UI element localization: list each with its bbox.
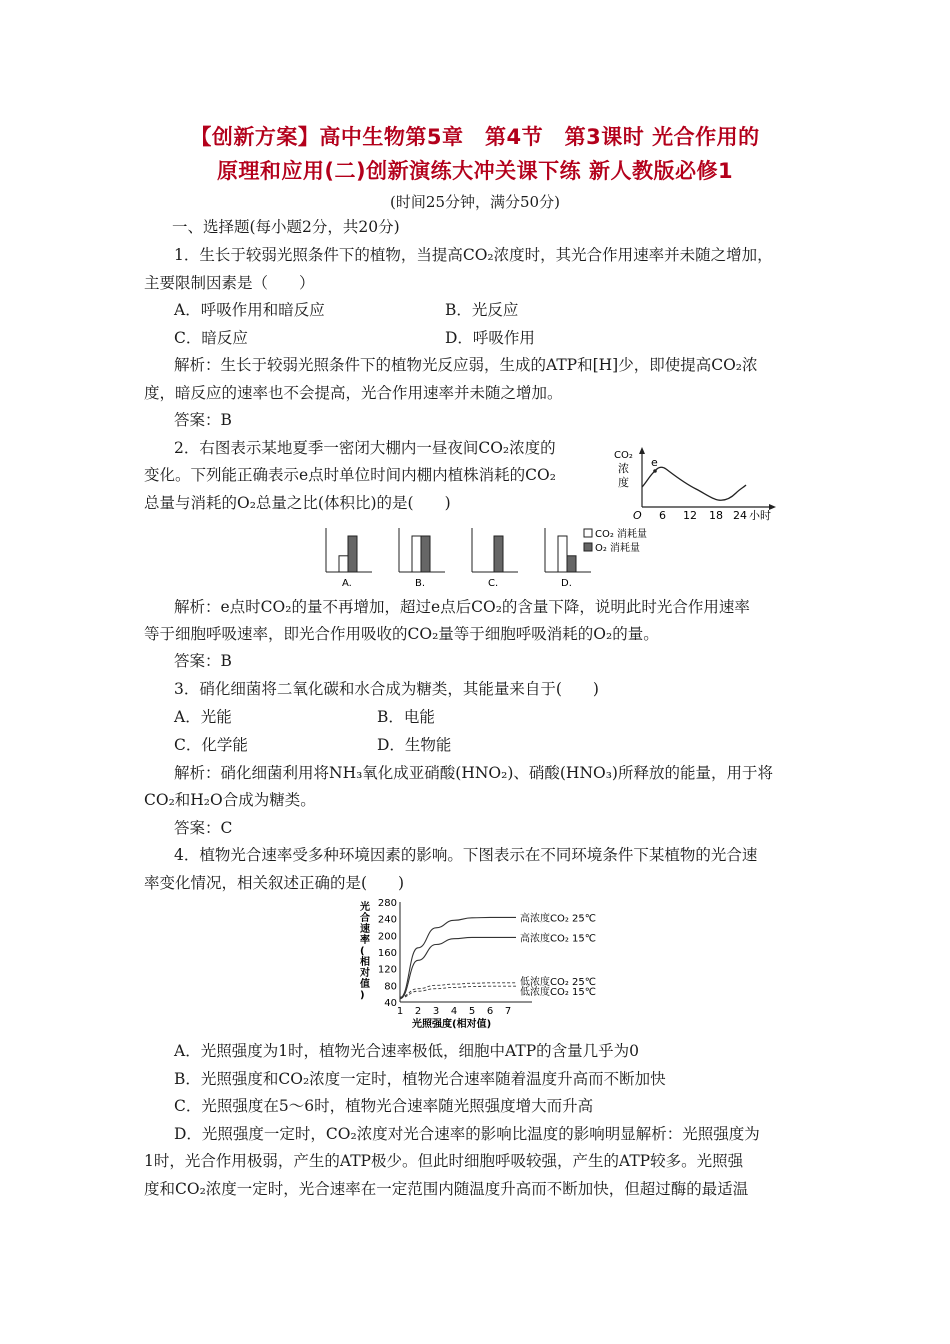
bar-option-label: D. bbox=[561, 578, 572, 589]
tick-18: 18 bbox=[709, 509, 723, 522]
title-line-1: 【创新方案】高中生物第5章 第4节 第3课时 光合作用的 bbox=[190, 125, 760, 149]
chart-ylabel bbox=[360, 900, 370, 1001]
chart-xtick-label: 3 bbox=[432, 1006, 440, 1017]
q4-explanation-3: 度和CO₂浓度一定时，光合速率在一定范围内随温度升高而不断加快，但超过酶的最适温 bbox=[144, 1180, 749, 1198]
chart-ylabel-char: ) bbox=[360, 990, 365, 1001]
point-e-marker bbox=[653, 469, 657, 473]
title-line-2: 原理和应用(二)创新演练大冲关课下练 新人教版必修1 bbox=[216, 159, 734, 183]
q2-stem-3: 总量与消耗的O₂总量之比(体积比)的是( ) bbox=[144, 494, 451, 512]
chart-ytick-label: 120 bbox=[377, 964, 397, 976]
legend-co2-swatch bbox=[584, 529, 592, 537]
bar-co2 bbox=[412, 536, 421, 572]
chart-xlabel: 光照强度(相对值) bbox=[412, 1019, 492, 1030]
q3-explanation-2: CO₂和H₂O合成为糖类。 bbox=[144, 791, 316, 809]
bar-o2 bbox=[567, 556, 576, 572]
chart-ytick-label: 280 bbox=[377, 898, 397, 909]
q4-stem-1: 4．植物光合速率受多种环境因素的影响。下图表示在不同环境条件下某植物的光合速 bbox=[174, 846, 758, 864]
legend-o2-label: O₂ 消耗量 bbox=[595, 543, 641, 554]
legend-o2-swatch bbox=[584, 543, 592, 551]
chart-ylabel-char: 相 bbox=[360, 957, 370, 968]
curve-y-arrow bbox=[639, 447, 645, 454]
chart-xtick-label: 2 bbox=[414, 1006, 422, 1017]
chart-xtick-label: 6 bbox=[486, 1006, 494, 1017]
chart-xtick-label: 7 bbox=[504, 1006, 512, 1017]
q4-option-d: D．光照强度一定时，CO₂浓度对光合速率的影响比温度的影响明显解析：光照强度为 bbox=[174, 1125, 760, 1143]
q4-explanation-2: 1时，光合作用极弱，产生的ATP极少。但此时细胞呼吸较强，产生的ATP较多。光照强 bbox=[144, 1152, 744, 1170]
bar-option-label: C. bbox=[488, 578, 499, 589]
q2-stem-1: 2．右图表示某地夏季一密闭大棚内一昼夜间CO₂浓度的 bbox=[174, 439, 556, 457]
subtitle: (时间25分钟，满分50分) bbox=[390, 193, 560, 211]
chart-ylabel-char: 值 bbox=[360, 979, 370, 990]
q2-explanation-2: 等于细胞呼吸速率，即光合作用吸收的CO₂量等于细胞呼吸消耗的O₂的量。 bbox=[144, 625, 659, 643]
co2-curve-line bbox=[642, 467, 746, 500]
legend-co2-label: CO₂ 消耗量 bbox=[595, 529, 648, 540]
q1-option-c: C．暗反应 bbox=[174, 329, 248, 347]
bar-option-label: A. bbox=[342, 578, 352, 589]
curve-ylabel-1: CO₂ bbox=[614, 450, 633, 461]
chart-ylabel-char: 速 bbox=[360, 924, 370, 935]
curve-ylabel-2: 浓 bbox=[618, 462, 629, 475]
chart-legend-label: 低浓度CO₂ 25℃ bbox=[520, 976, 596, 988]
chart-ytick-label: 80 bbox=[384, 981, 397, 993]
q2-stem-2: 变化。下列能正确表示e点时单位时间内棚内植株消耗的CO₂ bbox=[144, 466, 556, 484]
chart-series-line bbox=[400, 986, 516, 998]
q1-option-d: D．呼吸作用 bbox=[445, 329, 535, 347]
q4-option-c: C．光照强度在5～6时，植物光合速率随光照强度增大而升高 bbox=[174, 1097, 594, 1115]
tick-12: 12 bbox=[683, 509, 697, 522]
q3-explanation-1: 解析：硝化细菌利用将NH₃氧化成亚硝酸(HNO₂)、硝酸(HNO₃)所释放的能量，用于将 bbox=[174, 764, 773, 782]
chart-ytick-label: 160 bbox=[377, 948, 397, 959]
q3-option-c: C．化学能 bbox=[174, 736, 248, 754]
chart-xtick-label: 1 bbox=[396, 1006, 404, 1017]
q4-option-a: A．光照强度为1时，植物光合速率极低，细胞中ATP的含量几乎为0 bbox=[174, 1042, 640, 1060]
chart-series-line bbox=[400, 983, 516, 997]
q2-answer: 答案：B bbox=[174, 652, 232, 670]
bar-o2 bbox=[348, 536, 357, 572]
q1-option-b: B．光反应 bbox=[445, 301, 519, 319]
tick-24: 24 bbox=[733, 509, 747, 522]
photosynthesis-rate-chart bbox=[360, 896, 630, 1034]
q4-stem-2: 率变化情况，相关叙述正确的是( ) bbox=[144, 874, 405, 892]
chart-ylabel-char: 对 bbox=[360, 968, 370, 979]
q1-explanation-1: 解析：生长于较弱光照条件下的植物光反应弱，生成的ATP和[H]少，即使提高CO₂浓 bbox=[174, 356, 758, 374]
q3-option-b: B．电能 bbox=[377, 708, 435, 726]
q2-explanation-1: 解析：e点时CO₂的量不再增加，超过e点后CO₂的含量下降，说明此时光合作用速率 bbox=[174, 598, 750, 616]
origin-label: O bbox=[633, 509, 642, 522]
q4-option-b: B．光照强度和CO₂浓度一定时，植物光合速率随着温度升高而不断加快 bbox=[174, 1070, 666, 1088]
chart-xtick-label: 5 bbox=[468, 1006, 476, 1017]
point-e-label: e bbox=[651, 456, 658, 469]
chart-ylabel-char: 光 bbox=[360, 902, 370, 913]
chart-xtick-label: 4 bbox=[450, 1006, 458, 1017]
chart-ytick-label: 240 bbox=[377, 914, 397, 926]
bar-option-label: B. bbox=[415, 578, 426, 589]
chart-legend-label: 高浓度CO₂ 25℃ bbox=[520, 913, 596, 925]
bar-options-figure bbox=[316, 524, 676, 590]
bar-co2 bbox=[339, 556, 348, 572]
q3-answer: 答案：C bbox=[174, 819, 233, 837]
chart-legend-label: 高浓度CO₂ 15℃ bbox=[520, 933, 596, 945]
tick-6: 6 bbox=[659, 509, 666, 522]
chart-ylabel-char: ( bbox=[360, 946, 365, 957]
chart-series-line bbox=[400, 937, 516, 998]
q1-stem-2: 主要限制因素是（ ） bbox=[144, 274, 315, 292]
q3-option-a: A．光能 bbox=[174, 708, 232, 726]
chart-ytick-label: 40 bbox=[384, 998, 397, 1009]
q1-explanation-2: 度，暗反应的速率也不会提高，光合作用速率并未随之增加。 bbox=[144, 384, 563, 402]
chart-ylabel-char: 合 bbox=[360, 913, 370, 924]
bar-o2 bbox=[494, 536, 503, 572]
q3-option-d: D．生物能 bbox=[377, 736, 452, 754]
chart-legend-label: 低浓度CO₂ 15℃ bbox=[520, 987, 596, 999]
curve-ylabel-3: 度 bbox=[618, 476, 629, 489]
section-heading: 一、选择题(每小题2分，共20分) bbox=[172, 218, 400, 236]
q1-stem-1: 1．生长于较弱光照条件下的植物，当提高CO₂浓度时，其光合作用速率并未随之增加， bbox=[174, 246, 773, 264]
unit-label: 小时 bbox=[749, 509, 771, 522]
q1-option-a: A．呼吸作用和暗反应 bbox=[174, 301, 325, 319]
bar-o2 bbox=[421, 536, 430, 572]
chart-ylabel-char: 率 bbox=[360, 935, 370, 946]
q3-stem: 3．硝化细菌将二氧化碳和水合成为糖类，其能量来自于( ) bbox=[174, 680, 599, 698]
q1-answer: 答案：B bbox=[174, 411, 232, 429]
bar-co2 bbox=[558, 536, 567, 572]
co2-curve-figure bbox=[612, 445, 782, 525]
chart-ytick-label: 200 bbox=[377, 931, 397, 943]
